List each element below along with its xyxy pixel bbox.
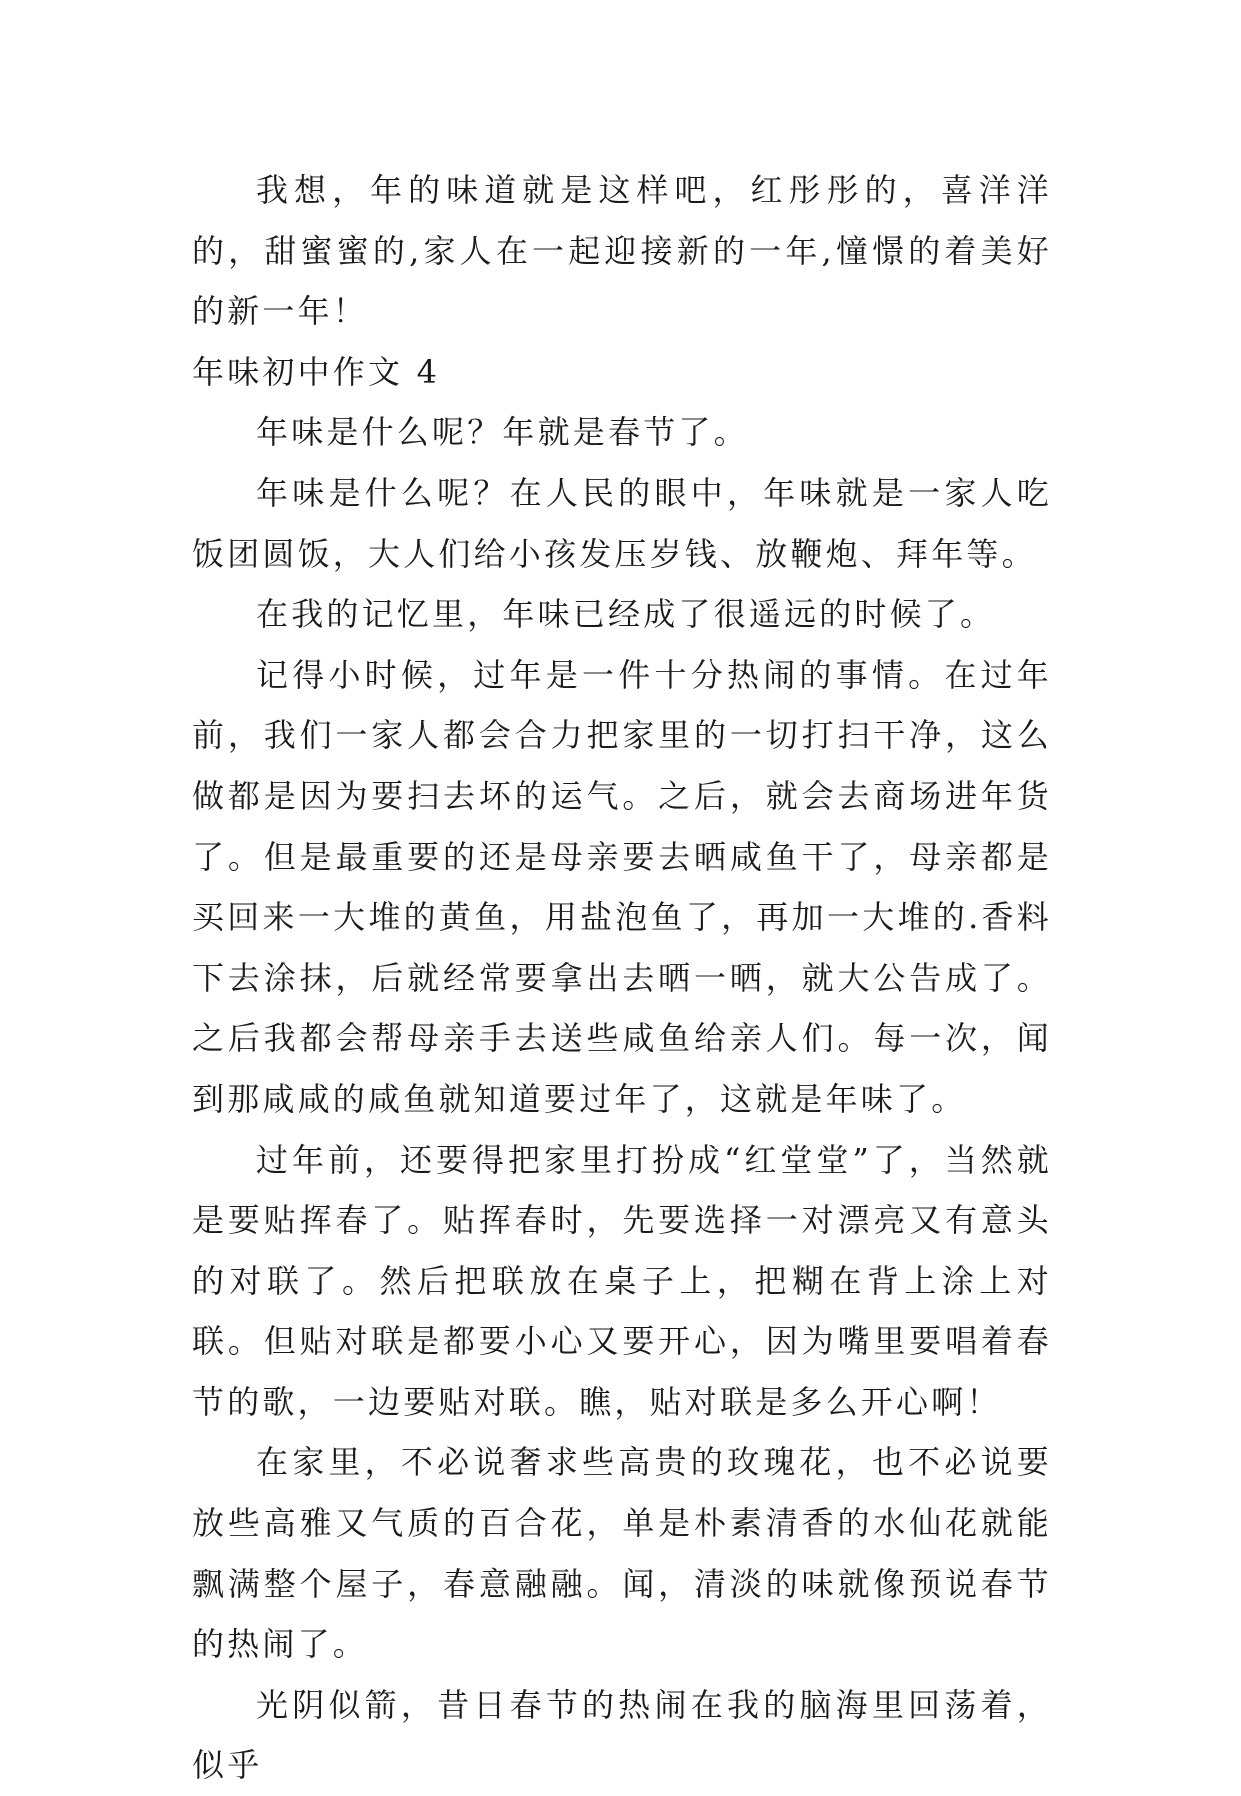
paragraph-4: 在我的记忆里，年味已经成了很遥远的时候了。	[256, 595, 996, 634]
paragraph-6: 过年前，还要得把家里打扮成“红堂堂”了，当然就是要贴挥春了。贴挥春时，先要选择一对漂亮又有意头的对联了。然后把联放在桌子上，把糊在背上涂上对联。但贴对联是都要小心又要开心，因为嘴里要唱着春节的歌，一边要贴对联。瞧，贴对联是多么开心啊！	[192, 1140, 1052, 1421]
section-heading: 年味初中作文 4	[192, 352, 441, 391]
paragraph-3: 年味是什么呢？在人民的眼中，年味就是一家人吃饭团圆饭，大人们给小孩发压岁钱、放鞭炮、拜年等。	[192, 473, 1052, 573]
paragraph-5: 记得小时候，过年是一件十分热闹的事情。在过年前，我们一家人都会合力把家里的一切打扫干净，这么做都是因为要扫去坏的运气。之后，就会去商场进年货了。但是最重要的还是母亲要去晒咸鱼干了，母亲都是买回来一大堆的黄鱼，用盐泡鱼了，再加一大堆的.香料下去涂抹，后就经常要拿出去晒一晒，就大公告成了。之后我都会帮母亲手去送些咸鱼给亲人们。每一次，闻到那咸咸的咸鱼就知道要过年了，这就是年味了。	[192, 655, 1052, 1118]
paragraph-1: 我想，年的味道就是这样吧，红彤彤的，喜洋洋的，甜蜜蜜的,家人在一起迎接新的一年,憧憬的着美好的新一年！	[192, 171, 1052, 331]
paragraph-8: 光阴似箭，昔日春节的热闹在我的脑海里回荡着，似乎	[192, 1685, 1052, 1785]
document-body	[192, 160, 1052, 1796]
paragraph-2: 年味是什么呢？年就是春节了。	[256, 413, 749, 452]
paragraph-7: 在家里，不必说奢求些高贵的玫瑰花，也不必说要放些高雅又气质的百合花，单是朴素清香的水仙花就能飘满整个屋子，春意融融。闻，清淡的味就像预说春节的热闹了。	[192, 1443, 1052, 1664]
